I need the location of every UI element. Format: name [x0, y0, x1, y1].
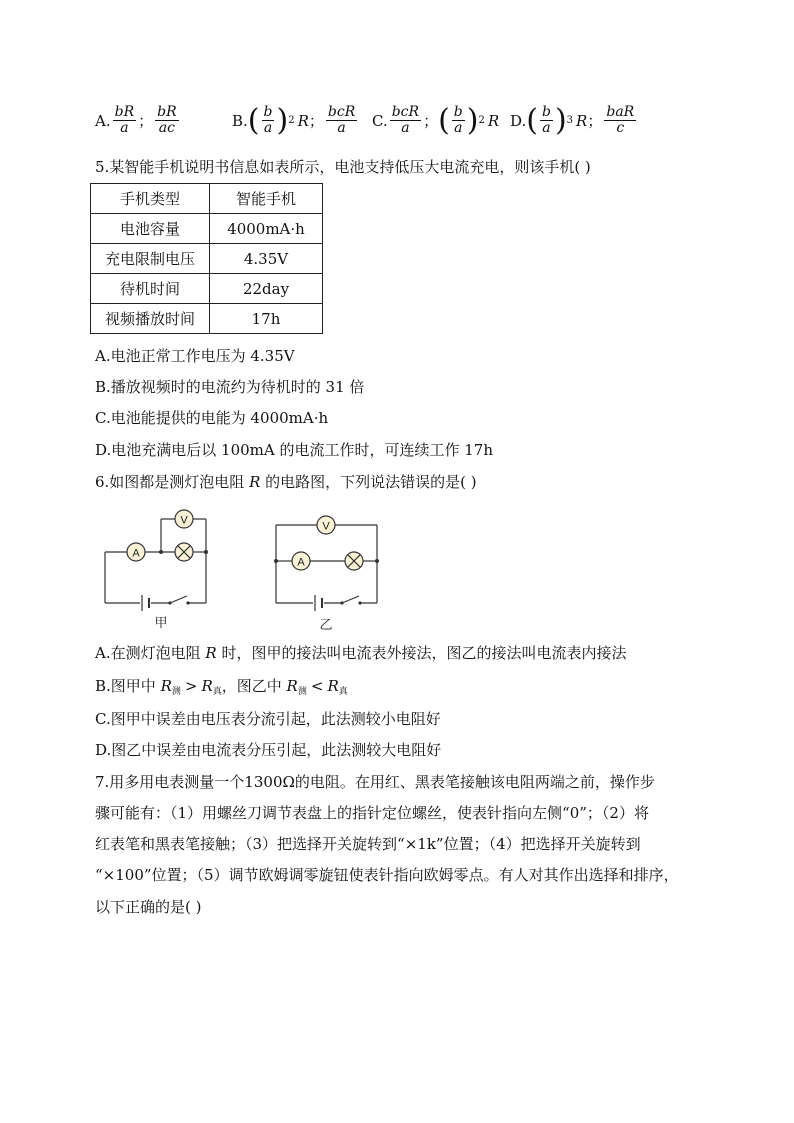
fraction: $\frac{bR}{ac}$ [157, 104, 177, 136]
table-row: 视频播放时间 17h [91, 304, 323, 334]
fraction: $\frac{\text{baR}}{c}$ [606, 104, 635, 136]
table-row: 待机时间 22day [91, 274, 323, 304]
table-row: 手机类型 智能手机 [91, 184, 323, 214]
figure-caption-jia: 甲 [154, 616, 168, 631]
q7-line-4: “×100”位置；（5）调节欧姆调零旋钮使表针指向欧姆零点。有人对其作出选择和排序， [95, 866, 679, 884]
table-row: 充电限制电压 4.35V [91, 244, 323, 274]
q7-line-2: 骤可能有：（1）用螺丝刀调节表盘上的指针定位螺丝，使表针指向左侧“0”；（2）将 [95, 804, 649, 822]
q6-option-b: B.图甲中 $R_测 > R_真$，图乙中 $R_测 < R_真$ [95, 677, 348, 697]
fraction: $\frac{b}{a}$ [541, 104, 551, 136]
fraction: $\frac{\text{bcR}}{a}$ [391, 104, 420, 136]
q6-option-c: C.图甲中误差由电压表分流引起，此法测较小电阻好 [95, 710, 441, 728]
q7-line-1: 7.用多用电表测量一个1300Ω的电阻。在用红、黑表笔接触该电阻两端之前，操作步 [95, 773, 655, 791]
q6-option-d: D.图乙中误差由电流表分压引起，此法测较大电阻好 [95, 741, 442, 759]
svg-text:V: V [322, 520, 330, 533]
q5-option-a: A.电池正常工作电压为 4.35V [95, 347, 295, 365]
q5-option-d: D.电池充满电后以 100mA 的电流工作时，可连续工作 17h [95, 441, 494, 459]
phone-spec-table [90, 183, 323, 334]
q4-option-a: A. $\frac{bR}{a}$ ； $\frac{bR}{ac}$ [95, 104, 177, 136]
q5-option-b: B.播放视频时的电流约为待机时的 31 倍 [95, 378, 365, 396]
q6-option-a: A.在测灯泡电阻 R 时，图甲的接法叫电流表外接法，图乙的接法叫电流表内接法 [95, 644, 627, 662]
q4-option-d: D. ( $\frac{b}{a}$ ) 3 R ； $\frac{\text{baR}}{c}$ [510, 102, 635, 138]
fraction: $\frac{\text{bcR}}{a}$ [327, 104, 356, 136]
svg-text:A: A [132, 547, 140, 560]
fraction: $\frac{bR}{a}$ [114, 104, 135, 136]
circuit-diagram-jia [95, 505, 225, 635]
q5-option-c: C.电池能提供的电能为 4000mA·h [95, 409, 329, 427]
q5-stem: 5.某智能手机说明书信息如表所示，电池支持低压大电流充电，则该手机( ) [95, 158, 591, 176]
svg-text:A: A [297, 556, 305, 569]
q4-option-c: C. $\frac{\text{bcR}}{a}$ ； ( $\frac{b}{a}$ ) 2 R [372, 102, 500, 138]
fraction: $\frac{b}{a}$ [263, 104, 273, 136]
q4-option-b: B. ( $\frac{b}{a}$ ) 2 R ； $\frac{\text{bcR}}{a}$ [232, 102, 356, 138]
q7-line-3: 红表笔和黑表笔接触；（3）把选择开关旋转到“×1k”位置；（4）把选择开关旋转到 [95, 835, 641, 853]
figure-caption-yi: 乙 [319, 618, 333, 633]
q6-stem: 6.如图都是测灯泡电阻 R 的电路图，下列说法错误的是( ) [95, 473, 477, 491]
table-row: 电池容量 4000mA·h [91, 214, 323, 244]
svg-text:V: V [180, 514, 188, 527]
circuit-diagram-yi [265, 505, 395, 635]
q7-line-5: 以下正确的是( ) [95, 898, 202, 916]
fraction: $\frac{b}{a}$ [453, 104, 463, 136]
